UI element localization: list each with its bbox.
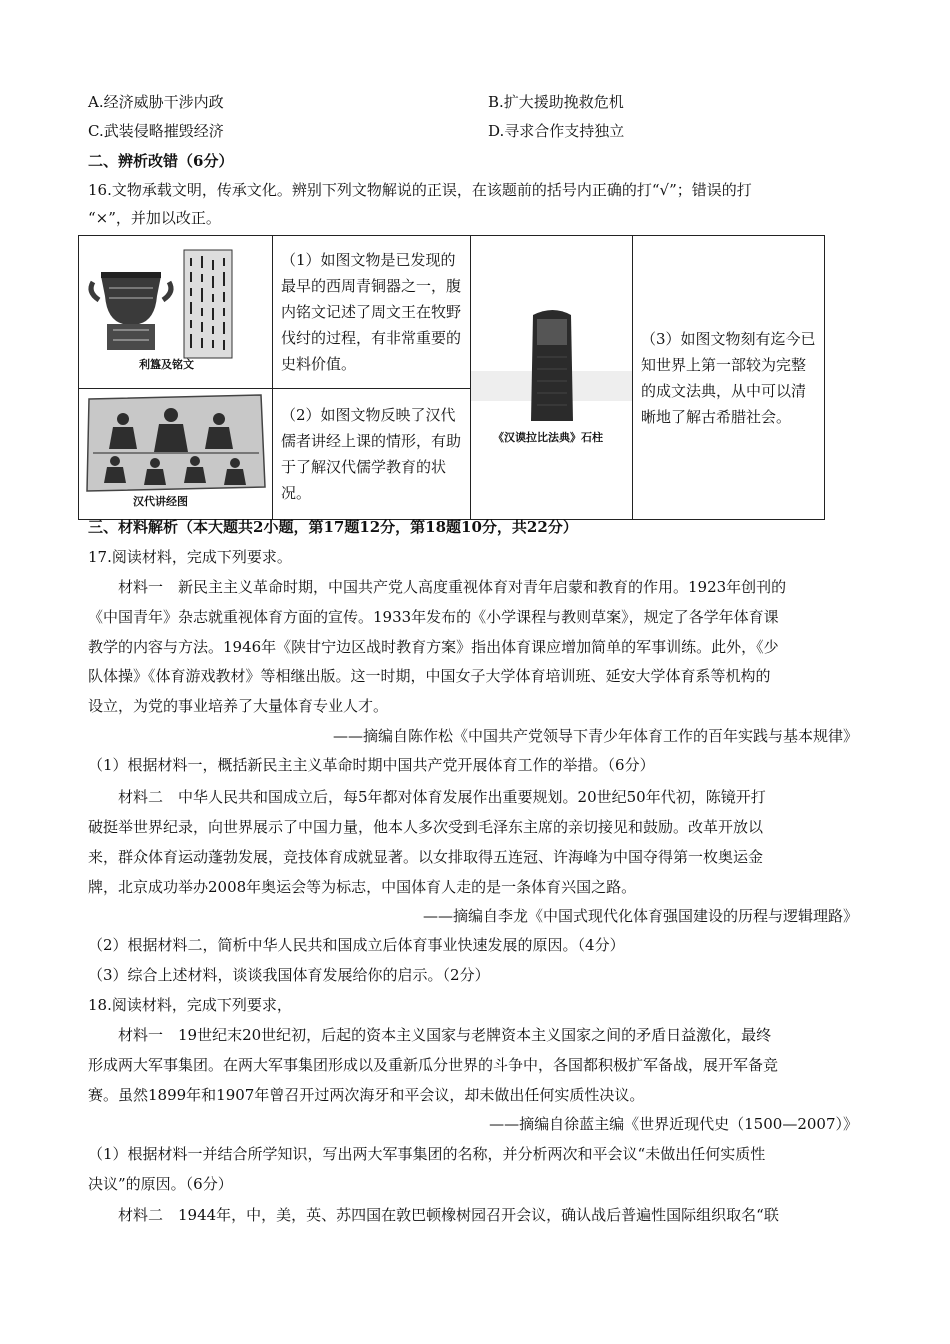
option-a: A.经济威胁干涉内政 xyxy=(88,93,224,111)
q17-material1-line3: 教学的内容与方法。1946年《陕甘宁边区战时教育方案》指出体育课应增加简单的军事训练。此外，《少 xyxy=(88,638,779,656)
q17-material2-line2: 破挺举世界纪录，向世界展示了中国力量，他本人多次受到毛泽东主席的亲切接见和鼓励。改革开放以 xyxy=(88,818,764,836)
hammurabi-stele-image xyxy=(471,241,632,515)
cell1-image xyxy=(79,236,273,389)
q18-material1-line2: 形成两大军事集团。在两大军事集团形成以及重新瓜分世界的斗争中，各国都积极扩军备战，展开军备竞 xyxy=(88,1056,779,1074)
q18-material2-line1: 材料二 1944年，中，美，英、苏四国在敦巴顿橡树园召开会议，确认战后普遍性国际组织取名“联 xyxy=(118,1206,779,1224)
cell3-description: （3）如图文物刻有迄今已知世界上第一部较为完整的成文法典，从中可以清晰地了解古希腊社会。 xyxy=(633,236,825,520)
q18-material1-source: ——摘编自徐蓝主编《世界近现代史（1500—2007）》 xyxy=(489,1115,858,1133)
section2-heading: 二、辨析改错（6分） xyxy=(88,152,234,170)
q17-material2-line3: 来，群众体育运动蓬勃发展，竞技体育成就显著。以女排取得五连冠、许海峰为中国夺得第一枚奥运金 xyxy=(88,848,764,866)
cell2-image xyxy=(79,389,273,520)
q17-material1-line2: 《中国青年》杂志就重视体育方面的宣传。1933年发布的《小学课程与教则草案》，规定了各学年体育课 xyxy=(88,608,779,626)
q18-title: 18.阅读材料，完成下列要求， xyxy=(88,996,292,1014)
q17-material1-line4: 队体操》《体育游戏教材》等相继出版。这一时期，中国女子大学体育培训班、延安大学体育系等机构的 xyxy=(88,667,771,685)
q17-material2-source: ——摘编自李龙《中国式现代化体育强国建设的历程与逻辑理路》 xyxy=(422,907,858,925)
q17-material1-line5: 设立，为党的事业培养了大量体育专业人才。 xyxy=(88,697,389,715)
section3-heading: 三、材料解析（本大题共2小题，第17题12分，第18题10分，共22分） xyxy=(88,518,578,536)
q16-stem-line2: “×”，并加以改正。 xyxy=(88,209,221,227)
q17-material2-line1: 材料二 中华人民共和国成立后，每5年都对体育发展作出重要规划。20世纪50年代初，陈镜开打 xyxy=(118,788,766,806)
option-c: C.武装侵略摧毁经济 xyxy=(88,122,224,140)
q17-material1-source: ——摘编自陈作松《中国共产党领导下青少年体育工作的百年实践与基本规律》 xyxy=(332,727,858,745)
q17-question1: （1）根据材料一，概括新民主主义革命时期中国共产党开展体育工作的举措。（6分） xyxy=(88,756,655,774)
q17-material1-line1: 材料一 新民主主义革命时期，中国共产党人高度重视体育对青年启蒙和教育的作用。1923年创刊的 xyxy=(118,578,787,596)
option-d: D.寻求合作支持独立 xyxy=(488,122,625,140)
cell1-description: （1）如图文物是已发现的最早的西周青铜器之一，腹内铭文记述了周文王在牧野伐纣的过程，有非常重要的史料价值。 xyxy=(273,236,471,389)
option-b: B.扩大援助挽救危机 xyxy=(488,93,624,111)
cell1-caption: 利簋及铭文 xyxy=(139,358,194,371)
cell2-caption: 汉代讲经图 xyxy=(133,495,188,508)
cell2-description: （2）如图文物反映了汉代儒者讲经上课的情形，有助于了解汉代儒学教育的状况。 xyxy=(273,389,471,520)
q17-material2-line4: 牌，北京成功举办2008年奥运会等为标志，中国体育人走的是一条体育兴国之路。 xyxy=(88,878,637,896)
cell3-caption: 《汉谟拉比法典》石柱 xyxy=(493,430,603,444)
artifact-table xyxy=(78,235,825,520)
q17-question3: （3）综合上述材料，谈谈我国体育发展给你的启示。（2分） xyxy=(88,966,490,984)
q18-question1-line2: 决议”的原因。（6分） xyxy=(88,1175,233,1193)
q17-title: 17.阅读材料，完成下列要求。 xyxy=(88,548,292,566)
q18-question1-line1: （1）根据材料一并结合所学知识，写出两大军事集团的名称，并分析两次和平会议“未做出任何实质性 xyxy=(88,1145,766,1163)
cell3-image xyxy=(471,236,633,520)
q16-stem-line1: 16.文物承载文明，传承文化。辨别下列文物解说的正误，在该题前的括号内正确的打“√”；错误的打 xyxy=(88,181,752,199)
q17-question2: （2）根据材料二，简析中华人民共和国成立后体育事业快速发展的原因。（4分） xyxy=(88,936,625,954)
q18-material1-line1: 材料一 19世纪末20世纪初，后起的资本主义国家与老牌资本主义国家之间的矛盾日益激化，最终 xyxy=(118,1026,772,1044)
q18-material1-line3: 赛。虽然1899年和1907年曾召开过两次海牙和平会议，却未做出任何实质性决议。 xyxy=(88,1086,645,1104)
